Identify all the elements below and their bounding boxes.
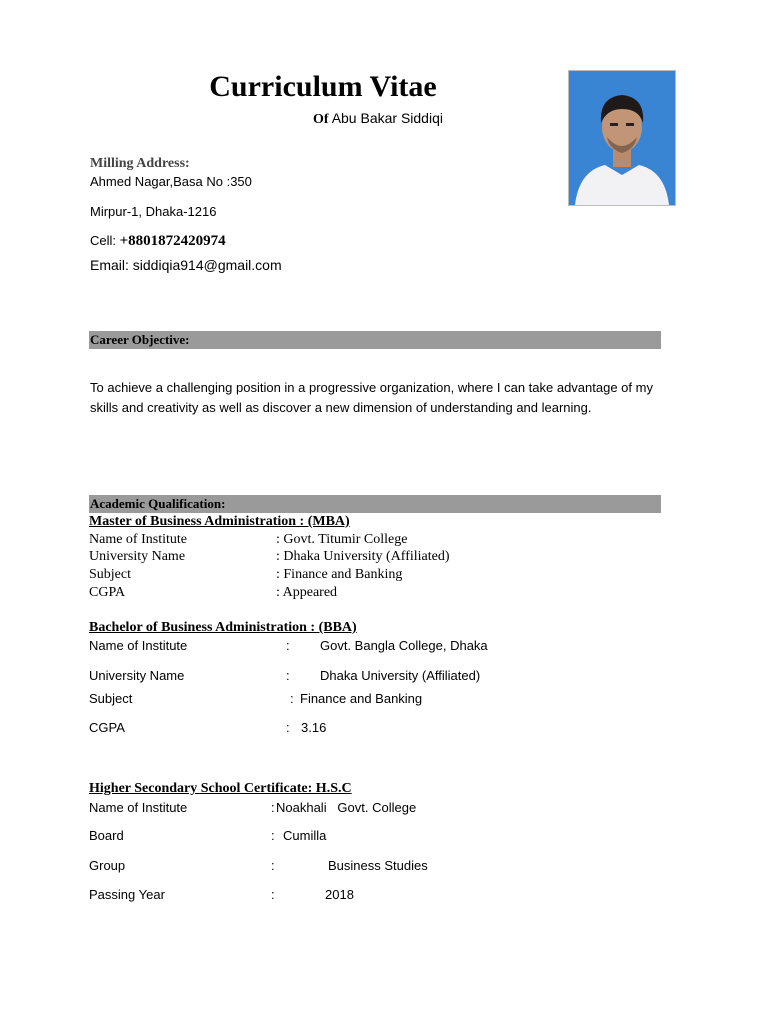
mba-university-value: : Dhaka University (Affiliated) (276, 549, 450, 564)
hsc-group-label: Group (89, 858, 126, 873)
bba-subject-label: Subject (89, 691, 133, 706)
owner-name: Abu Bakar Siddiqi (331, 110, 443, 126)
career-objective-bar (89, 331, 661, 349)
hsc-passing-year-value: 2018 (325, 887, 354, 902)
mba-subject-value: : Finance and Banking (276, 567, 403, 582)
mba-institute-label: Name of Institute (89, 532, 187, 547)
mba-cgpa-value: : Appeared (276, 585, 338, 600)
address-label: Milling Address: (90, 156, 190, 171)
bba-university-value: Dhaka University (Affiliated) (320, 668, 481, 683)
bba-cgpa-value: 3.16 (301, 720, 327, 735)
career-objective-heading: Career Objective: (90, 332, 190, 347)
bba-university-label: University Name (89, 668, 185, 683)
cv-title: Curriculum Vitae (209, 70, 437, 103)
hsc-institute-sep: : (271, 800, 275, 815)
hsc-passing-year-label: Passing Year (89, 887, 165, 902)
hsc-institute-label: Name of Institute (89, 800, 188, 815)
hsc-group-sep: : (271, 858, 275, 873)
bba-cgpa-sep: : (286, 720, 290, 735)
of-prefix: Of (313, 112, 329, 127)
mba-institute-value: : Govt. Titumir College (276, 532, 408, 547)
portrait-icon (569, 71, 675, 205)
hsc-passing-year-sep: : (271, 887, 275, 902)
address-line-2: Mirpur-1, Dhaka-1216 (90, 204, 217, 219)
academic-qualification-heading: Academic Qualification: (90, 496, 226, 511)
mba-university-label: University Name (89, 549, 186, 564)
hsc-board-sep: : (271, 828, 275, 843)
career-objective-text: To achieve a challenging position in a progressive organization, where I can take advantage of my skills and creativity as well as discover a new dimension of understanding and learning. (90, 380, 653, 415)
bba-subject-sep: : (290, 691, 294, 706)
cell-number: +8801872420974 (119, 233, 226, 249)
hsc-heading: Higher Secondary School Certificate: H.S.C (89, 781, 352, 796)
bba-institute-sep: : (286, 638, 290, 653)
hsc-institute-value: Noakhali Govt. College (276, 800, 417, 815)
bba-cgpa-label: CGPA (89, 720, 125, 735)
academic-qualification-bar (89, 495, 661, 513)
cell-label: Cell: (90, 233, 120, 248)
bba-subject-value: Finance and Banking (300, 691, 423, 706)
bba-institute-label: Name of Institute (89, 638, 188, 653)
portrait-photo (568, 70, 676, 206)
mba-subject-label: Subject (89, 567, 131, 582)
hsc-group-value: Business Studies (328, 858, 428, 873)
hsc-board-label: Board (89, 828, 124, 843)
email-line: Email: siddiqia914@gmail.com (90, 257, 282, 273)
bba-heading: Bachelor of Business Administration : (BBA) (89, 620, 357, 635)
address-line-1: Ahmed Nagar,Basa No :350 (90, 174, 252, 189)
cell-line (90, 232, 226, 250)
mba-cgpa-label: CGPA (89, 585, 126, 600)
hsc-board-value: Cumilla (283, 828, 327, 843)
bba-institute-value: Govt. Bangla College, Dhaka (320, 638, 488, 653)
mba-heading: Master of Business Administration : (MBA) (89, 514, 350, 529)
cv-owner-line (313, 110, 443, 128)
bba-university-sep: : (286, 668, 290, 683)
